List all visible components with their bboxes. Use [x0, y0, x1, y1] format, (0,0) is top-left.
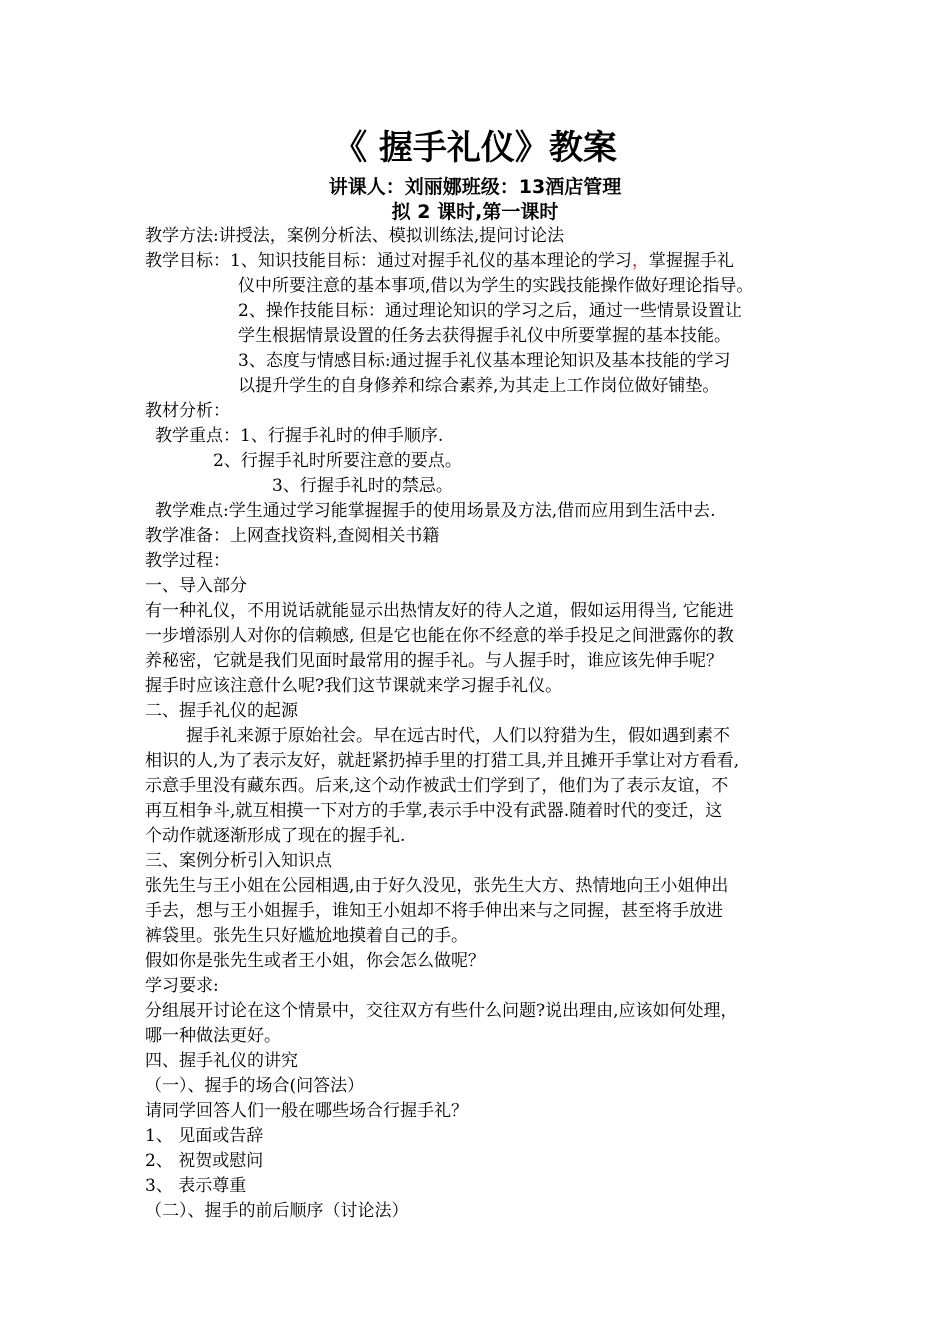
key-point-3: 3、行握手礼时的禁忌。 — [272, 476, 453, 496]
lecturer-line: 讲课人：刘丽娜班级：13酒店管理 — [328, 176, 622, 198]
occasion-item: 2、 祝贺或慰问 — [145, 1151, 264, 1171]
key-point-2: 2、行握手礼时所要注意的要点。 — [213, 451, 462, 471]
goal-3-line-b: 以提升学生的自身修养和综合素养,为其走上工作岗位做好铺垫。 — [238, 376, 720, 396]
goal-1-red-comma: ， — [631, 251, 649, 271]
requirement-line: 分组展开讨论在这个情景中，交往双方有些什么问题?说出理由,应该如何处理， — [145, 1001, 738, 1021]
session-line: 拟 2 课时,第一课时 — [391, 201, 559, 223]
goal-1-part-a: 1、知识技能目标：通过对握手礼仪的基本理论的学习 — [230, 251, 632, 271]
teaching-difficulty: 教学难点:学生通过学习能掌握握手的使用场景及方法,借而应用到生活中去. — [155, 501, 716, 521]
section-1-para-line: 养秘密，它就是我们见面时最常用的握手礼。与人握手时，谁应该先伸手呢？ — [145, 651, 723, 671]
goal-1-cont: 仪中所要注意的基本事项,借以为学生的实践技能操作做好理论指导。 — [238, 276, 754, 296]
section-2-para-line: 示意手里没有藏东西。后来,这个动作被武士们学到了，他们为了表示友谊，不 — [145, 776, 729, 796]
key-points-label: 教学重点： — [155, 426, 240, 446]
document-title: 《 握手礼仪》教案 — [333, 128, 617, 168]
subsection-order: （二）、握手的前后顺序（讨论法） — [145, 1201, 409, 1221]
materials-label: 教材分析： — [145, 401, 230, 421]
key-points-line-1 — [155, 424, 443, 448]
occasion-item: 3、 表示尊重 — [145, 1176, 247, 1196]
section-3-heading: 三、案例分析引入知识点 — [145, 851, 332, 871]
teaching-process-label: 教学过程： — [145, 551, 230, 571]
goal-2-line-b: 学生根据情景设置的任务去获得握手礼仪中所要掌握的基本技能。 — [238, 326, 731, 346]
section-1-para-line: 握手时应该注意什么呢?我们这节课就来学习握手礼仪。 — [145, 676, 563, 696]
section-1-heading: 一、导入部分 — [145, 576, 247, 596]
section-1-para-line: 一步增添别人对你的信赖感, 但是它也能在你不经意的举手投足之间泄露你的教 — [145, 626, 734, 646]
subsection-occasions: （一）、握手的场合(问答法） — [145, 1076, 365, 1096]
section-1-para-line: 有一种礼仪，不用说话就能显示出热情友好的待人之道，假如运用得当, 它能进 — [145, 601, 734, 621]
key-point-1: 1、行握手礼时的伸手顺序. — [240, 426, 444, 446]
case-text-line: 张先生与王小姐在公园相遇,由于好久没见，张先生大方、热情地向王小姐伸出 — [145, 876, 729, 896]
goal-1-part-b: 掌握握手礼 — [648, 251, 734, 271]
goal-2-line-a: 2、操作技能目标：通过理论知识的学习之后，通过一些情景设置让 — [238, 301, 742, 321]
teaching-preparation: 教学准备：上网查找资料,查阅相关书籍 — [145, 526, 440, 546]
learning-requirements-label: 学习要求: — [145, 976, 219, 996]
goals-line-1 — [145, 249, 734, 273]
case-question: 假如你是张先生或者王小姐，你会怎么做呢？ — [145, 951, 485, 971]
requirement-line: 哪一种做法更好。 — [145, 1026, 281, 1046]
section-2-heading: 二、握手礼仪的起源 — [145, 701, 298, 721]
section-2-para-line: 握手礼来源于原始社会。早在远古时代，人们以狩猎为生，假如遇到素不 — [186, 726, 730, 746]
case-text-line: 裤袋里。张先生只好尴尬地摸着自己的手。 — [145, 926, 468, 946]
section-4-heading: 四、握手礼仪的讲究 — [145, 1051, 298, 1071]
goal-3-line-a: 3、态度与情感目标:通过握手礼仪基本理论知识及基本技能的学习 — [238, 351, 731, 371]
section-2-para-line: 个动作就逐渐形成了现在的握手礼. — [145, 826, 406, 846]
occasion-item: 1、 见面或告辞 — [145, 1126, 264, 1146]
goals-label: 教学目标： — [145, 251, 230, 271]
case-text-line: 手去，想与王小姐握手，谁知王小姐却不将手伸出来与之同握，甚至将手放进 — [145, 901, 723, 921]
section-2-para-line: 再互相争斗,就互相摸一下对方的手掌,表示手中没有武器.随着时代的变迁，这 — [145, 801, 723, 821]
teaching-method: 教学方法:讲授法，案例分析法、模拟训练法,提问讨论法 — [145, 226, 565, 246]
occasions-question: 请同学回答人们一般在哪些场合行握手礼？ — [145, 1101, 468, 1121]
section-2-para-line: 相识的人,为了表示友好，就赶紧扔掉手里的打猎工具,并且摊开手掌让对方看看, — [145, 751, 740, 771]
